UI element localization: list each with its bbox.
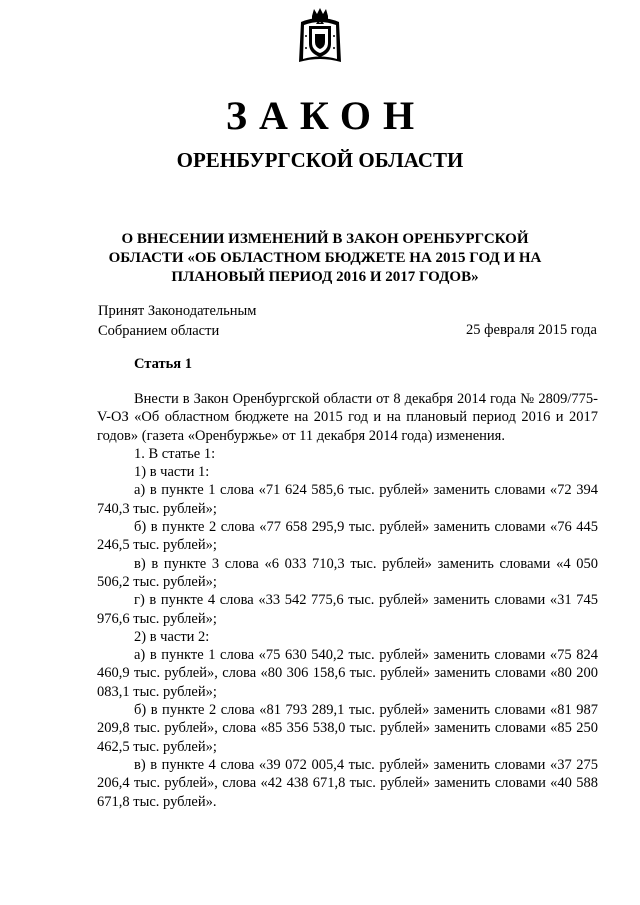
adoption-block xyxy=(98,302,298,341)
article-body xyxy=(97,390,598,811)
law-heading: О ВНЕСЕНИИ ИЗМЕНЕНИЙ В ЗАКОН ОРЕНБУРГСКОЙ ОБЛАСТИ «ОБ ОБЛАСТНОМ БЮДЖЕТЕ НА 2015 ГОД И НА ПЛАНОВЫЙ ПЕРИОД 2016 И 2017 ГОДОВ» xyxy=(108,231,542,285)
adoption-line-1: Принят Законодательным xyxy=(98,303,257,319)
adoption-date: 25 февраля 2015 года xyxy=(465,322,597,338)
paragraph: 1) в части 1: xyxy=(134,464,210,481)
adoption-line-2: Собранием области xyxy=(98,322,220,339)
paragraph: 1. В статье 1: xyxy=(134,445,216,462)
paragraph: а) в пункте 1 слова «75 630 540,2 тыс. рублей» заменить словами «75 824 460,9 тыс. рублей», слова «80 306 158,6 тыс. рублей» заменить словами «80 200 083,1 тыс. рублей»; xyxy=(97,647,598,700)
paragraph: а) в пункте 1 слова «71 624 585,6 тыс. рублей» заменить словами «72 394 740,3 тыс. рублей»; xyxy=(97,482,598,517)
paragraph: в) в пункте 3 слова «6 033 710,3 тыс. рублей» заменить словами «4 050 506,2 тыс. рублей»; xyxy=(97,555,598,590)
coat-of-arms-icon xyxy=(297,6,343,64)
paragraph: в) в пункте 4 слова «39 072 005,4 тыс. рублей» заменить словами «37 275 206,4 тыс. рублей», слова «42 438 671,8 тыс. рублей» заменить словами «40 588 671,8 тыс. рублей». xyxy=(97,756,598,810)
paragraph: 2) в части 2: xyxy=(134,628,210,645)
document-title: ЗАКОН xyxy=(225,93,427,138)
paragraph: б) в пункте 2 слова «77 658 295,9 тыс. рублей» заменить словами «76 445 246,5 тыс. рублей»; xyxy=(97,519,598,554)
paragraph: Внести в Закон Оренбургской области от 8 декабря 2014 года № 2809/775-V-ОЗ «Об областном бюджете на 2015 год и на плановый период 2016 и 2017 годов» (газета «Оренбуржье» от 11 декабря 2014 года) изменения. xyxy=(97,391,598,444)
paragraph: б) в пункте 2 слова «81 793 289,1 тыс. рублей» заменить словами «81 987 209,8 тыс. рублей», слова «85 356 538,0 тыс. рублей» заменить словами «85 250 462,5 тыс. рублей»; xyxy=(97,702,598,755)
document-subtitle: ОРЕНБУРГСКОЙ ОБЛАСТИ xyxy=(176,148,464,172)
article-title: Статья 1 xyxy=(134,356,192,372)
paragraph: г) в пункте 4 слова «33 542 775,6 тыс. рублей» заменить словами «31 745 976,6 тыс. рублей»; xyxy=(97,592,598,627)
